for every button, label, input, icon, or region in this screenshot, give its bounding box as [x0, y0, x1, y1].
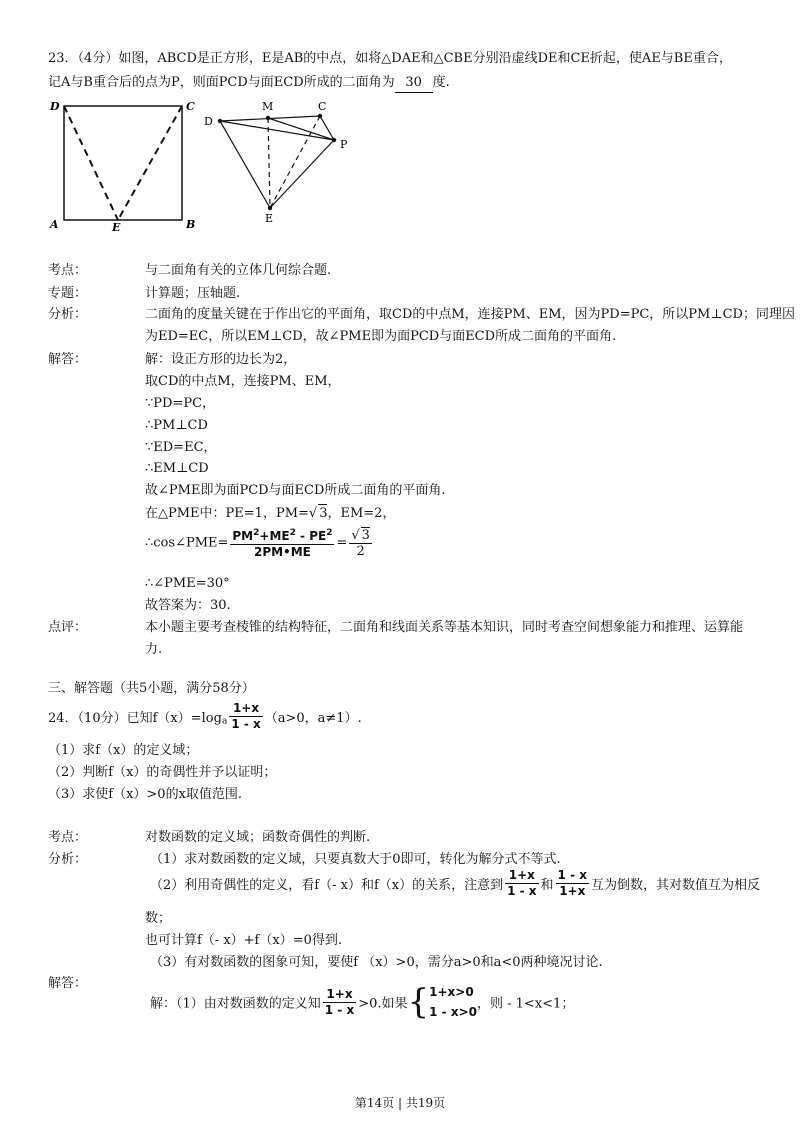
step8-text: 在△PME中：PE=1，PM=	[145, 506, 309, 521]
a2-f2-num: 1 - x	[557, 868, 587, 882]
sq1: 2	[253, 528, 260, 538]
label-a: A	[50, 218, 59, 231]
q24-kaodian-label: 考点：	[48, 830, 88, 845]
q24-jieda-label: 解答：	[48, 976, 88, 991]
q24-analysis-1: （1）求对数函数的定义域，只要真数大于0即可，转化为解分式不等式.	[150, 852, 561, 867]
label-c: C	[186, 100, 195, 113]
fold-line-de	[64, 106, 118, 220]
q23-line1: 23．（4分）如图，ABCD是正方形，E是AB的中点，如将△DAE和△CBE分别沿虚线DE和CE折起，使AE与BE重合，	[48, 51, 732, 66]
solution-step-5: ∵ED=EC，	[145, 440, 217, 455]
a2-end: 互为倒数，其对数值互为相反	[590, 878, 760, 893]
j1-num: 1+x	[323, 987, 356, 1003]
q24-analysis-2	[150, 868, 760, 899]
q24-den: 1 - x	[231, 717, 261, 731]
q24-analysis-2-alt: 也可计算f（- x）+f（x）=0得到.	[145, 933, 342, 948]
a2-frac2	[556, 868, 589, 899]
section-title: 三、解答题（共5小题，满分58分）	[48, 681, 255, 696]
num-pm: PM	[232, 529, 254, 543]
q23-line2-end: 度.	[432, 75, 450, 90]
cos-fraction	[230, 526, 334, 560]
label-p: P	[340, 138, 348, 151]
j1-frac	[323, 987, 356, 1018]
q24-head	[48, 701, 362, 732]
pyramid-figure	[198, 96, 363, 226]
num-me: +ME	[259, 529, 290, 543]
j1-text: 解：（1）由对数函数的定义知	[150, 996, 321, 1012]
a2-and: 和	[540, 878, 554, 893]
solution-step-6: ∴EM⊥CD	[145, 461, 209, 476]
jieda-label: 解答：	[48, 352, 88, 367]
q24-fenxi-label: 分析：	[48, 852, 88, 867]
q24-head-text: 24．（10分）已知f（x）=log	[48, 711, 222, 726]
label-e2: E	[265, 212, 274, 225]
a2-f1-num: 1+x	[505, 868, 538, 884]
cos-denominator: 2PM•ME	[253, 545, 311, 559]
sys-line2: 1 - x>0	[429, 1005, 477, 1019]
sqrt-sign-2: √	[351, 528, 360, 543]
result-den: 2	[356, 544, 365, 559]
square-figure	[48, 98, 198, 233]
dianping-line1: 本小题主要考查棱锥的结构特征，二面角和线面关系等基本知识，同时考查空间想象能力和推理、运算能	[145, 620, 744, 635]
j1-end: ，则 - 1<x<1；	[477, 996, 575, 1012]
result-num: 3	[361, 528, 370, 543]
a2-text: （2）利用奇偶性的定义，看f（- x）和f（x）的关系，注意到	[150, 878, 504, 893]
q23-line2-text: 记A与B重合后的点为P，则面PCD与面ECD所成的二面角为	[48, 75, 395, 90]
solution-step-7: 故∠PME即为面PCD与面ECD所成二面角的平面角.	[145, 483, 446, 498]
fold-line-ce	[118, 106, 182, 220]
solution-step-8	[145, 504, 395, 523]
j1-den: 1 - x	[324, 1002, 355, 1017]
q24-part1: （1）求f（x）的定义域；	[48, 743, 199, 758]
zhuanti-label: 专题：	[48, 286, 88, 301]
solution-step-3: ∵PD=PC，	[145, 396, 216, 411]
cos-prefix: ∴cos∠PME=	[145, 535, 229, 551]
square-outline	[64, 106, 182, 220]
page-footer: 第14页 | 共19页	[354, 1096, 446, 1110]
q24-analysis-2-cont: 数；	[145, 911, 172, 926]
q23-line2	[48, 74, 450, 93]
solution-step-10: 故答案为：30.	[145, 598, 231, 613]
sys-line1: 1+x>0	[429, 985, 474, 999]
sqrt-sign: √	[308, 506, 318, 521]
label-e: E	[112, 221, 121, 233]
q24-answer-line1	[150, 982, 574, 1022]
a2-f1-den: 1 - x	[507, 884, 537, 898]
q23-answer: 30	[395, 74, 433, 93]
equals: =	[336, 535, 348, 551]
q24-head-end: （a>0，a≠1）.	[264, 711, 362, 726]
q24-kaodian-text: 对数函数的定义域；函数奇偶性的判断.	[145, 830, 371, 845]
inequality-system	[429, 982, 477, 1022]
solution-step-9: ∴∠PME=30°	[145, 576, 230, 591]
solution-step-2: 取CD的中点M，连接PM、EM，	[145, 374, 341, 389]
system-brace: {	[407, 982, 430, 1022]
sq3: 2	[326, 528, 333, 538]
cos-formula	[145, 526, 374, 560]
sqrt-value: 3	[319, 506, 328, 521]
solution-step-1: 解：设正方形的边长为2，	[145, 352, 297, 367]
fenxi-label: 分析：	[48, 307, 88, 322]
label-c2: C	[318, 100, 327, 113]
fenxi-line1: 二面角的度量关键在于作出它的平面角，取CD的中点M，连接PM、EM，因为PD=PC，所以PM⊥CD；同理因	[145, 307, 795, 322]
fenxi-line2: 为ED=EC，所以EM⊥CD，故∠PME即为面PCD与面ECD所成二面角的平面角.	[145, 329, 617, 344]
j1-if: >0.如果	[358, 996, 408, 1012]
label-d: D	[50, 100, 60, 113]
num-pe: - PE	[295, 529, 327, 543]
kaodian-label: 考点：	[48, 263, 88, 278]
q24-num: 1+x	[229, 701, 262, 717]
q24-part2: （2）判断f（x）的奇偶性并予以证明；	[48, 765, 277, 780]
result-fraction	[349, 527, 372, 559]
dianping-label: 点评：	[48, 620, 88, 635]
label-b: B	[186, 218, 196, 231]
a2-frac1	[505, 868, 538, 899]
q24-fraction	[229, 701, 262, 732]
kaodian-text: 与二面角有关的立体几何综合题.	[145, 263, 332, 278]
a2-f2-den: 1+x	[559, 884, 586, 898]
sq2: 2	[289, 528, 296, 538]
zhuanti-text: 计算题；压轴题.	[145, 286, 241, 301]
label-m: M	[262, 100, 274, 113]
q24-part3: （3）求使f（x）>0的x取值范围.	[48, 787, 243, 802]
dianping-line2: 力.	[145, 642, 163, 657]
solution-step-4: ∴PM⊥CD	[145, 418, 208, 433]
q24-analysis-3: （3）有对数函数的图象可知，要使f （x）>0，需分a>0和a<0两种境况讨论.	[150, 955, 603, 970]
step8-end: ，EM=2，	[327, 506, 396, 521]
log-base: a	[221, 716, 228, 727]
label-d2: D	[204, 115, 213, 128]
